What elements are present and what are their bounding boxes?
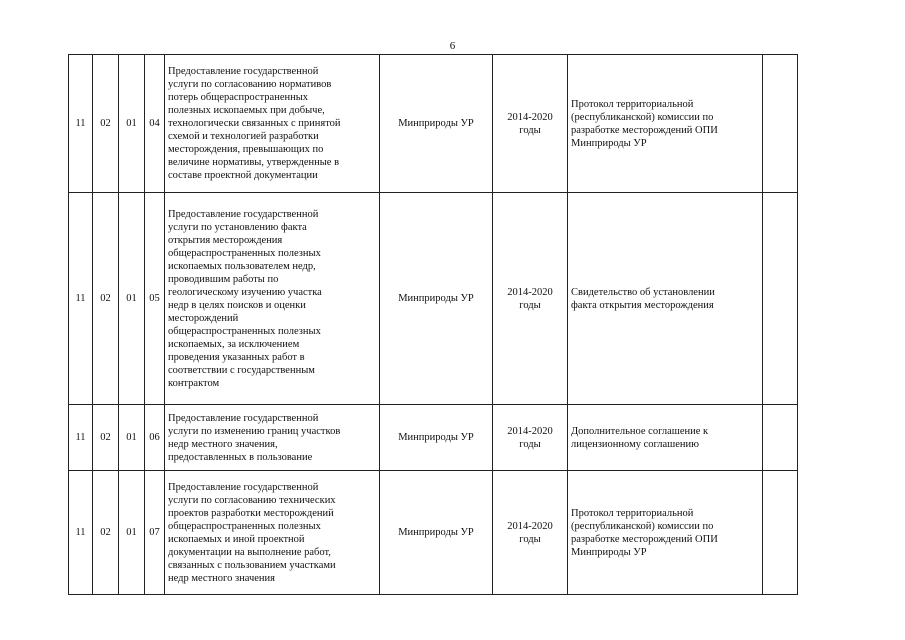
result-line: разработке месторождений ОПИ — [571, 533, 718, 545]
note-cell — [763, 55, 798, 193]
service-line: услуги по согласованию технических — [168, 494, 336, 506]
service-line: недр в целях поисков и оценки — [168, 299, 306, 311]
result-line: разработке месторождений ОПИ — [571, 124, 718, 136]
result-line: Дополнительное соглашение к — [571, 425, 709, 437]
table-row — [69, 193, 798, 405]
code-cell: 11 — [69, 193, 93, 405]
service-line: потерь общераспространенных — [168, 92, 309, 103]
service-line: услуги по установлению факта — [168, 221, 307, 233]
result-cell — [568, 55, 763, 193]
code-cell: 02 — [93, 193, 119, 405]
service-line: месторождений — [168, 312, 239, 324]
service-line: геологическому изучению участка — [168, 286, 322, 298]
table-row — [69, 55, 798, 193]
service-line: Предоставление государственной — [168, 208, 319, 220]
service-cell — [165, 193, 380, 405]
years-line: годы — [519, 533, 541, 545]
code-cell: 01 — [119, 55, 145, 193]
code-cell: 02 — [93, 55, 119, 193]
executor-cell: Минприроды УР — [380, 405, 493, 471]
code-cell: 01 — [119, 405, 145, 471]
service-line: ископаемых пользователем недр, — [168, 260, 316, 272]
years-line: 2014-2020 — [507, 520, 553, 532]
code-cell: 11 — [69, 405, 93, 471]
service-line: недр местного значения, — [168, 438, 278, 450]
result-cell — [568, 193, 763, 405]
program-table — [68, 54, 798, 595]
code-cell: 07 — [145, 471, 165, 595]
result-cell — [568, 471, 763, 595]
service-line: открытия месторождения — [168, 234, 283, 246]
years-cell — [493, 193, 568, 405]
executor-cell: Минприроды УР — [380, 193, 493, 405]
code-cell: 05 — [145, 193, 165, 405]
service-line: недр местного значения — [168, 572, 275, 584]
service-line: месторождения, превышающих по — [168, 144, 324, 155]
service-line: общераспространенных полезных — [168, 520, 321, 532]
result-line: Протокол территориальной — [571, 507, 694, 519]
years-line: годы — [519, 438, 541, 450]
table-row — [69, 471, 798, 595]
table-body — [69, 55, 798, 595]
result-line: лицензионному соглашению — [571, 438, 699, 450]
service-line: полезных ископаемых при добыче, — [168, 105, 325, 116]
result-line: Минприроды УР — [571, 137, 647, 149]
years-line: 2014-2020 — [507, 425, 553, 437]
code-cell: 02 — [93, 471, 119, 595]
service-line: связанных с пользованием участками — [168, 559, 336, 571]
executor-cell: Минприроды УР — [380, 471, 493, 595]
code-cell: 11 — [69, 55, 93, 193]
note-cell — [763, 193, 798, 405]
years-line: годы — [519, 124, 541, 136]
years-line: годы — [519, 299, 541, 311]
code-cell: 01 — [119, 471, 145, 595]
result-line: (республиканской) комиссии по — [571, 520, 714, 532]
service-line: проектов разработки месторождений — [168, 507, 334, 519]
note-cell — [763, 471, 798, 595]
service-line: ископаемых и иной проектной — [168, 533, 305, 545]
service-cell — [165, 405, 380, 471]
note-cell — [763, 405, 798, 471]
service-cell — [165, 55, 380, 193]
service-line: составе проектной документации — [168, 170, 318, 181]
result-cell — [568, 405, 763, 471]
result-line: Минприроды УР — [571, 546, 647, 558]
service-line: услуги по согласованию нормативов — [168, 79, 332, 90]
service-line: общераспространенных полезных — [168, 325, 321, 337]
service-line: общераспространенных полезных — [168, 247, 321, 259]
service-line: предоставленных в пользование — [168, 451, 313, 463]
service-line: проводившим работы по — [168, 273, 279, 285]
years-line: 2014-2020 — [507, 111, 553, 123]
result-line: факта открытия месторождения — [571, 299, 714, 311]
service-line: документации на выполнение работ, — [168, 546, 331, 558]
service-line: величине нормативы, утвержденные в — [168, 157, 340, 168]
service-line: Предоставление государственной — [168, 66, 319, 77]
service-line: проведения указанных работ в — [168, 351, 305, 363]
code-cell: 04 — [145, 55, 165, 193]
service-line: соответствии с государственным — [168, 364, 315, 376]
service-cell — [165, 471, 380, 595]
service-line: Предоставление государственной — [168, 412, 319, 424]
code-cell: 06 — [145, 405, 165, 471]
years-cell — [493, 471, 568, 595]
code-cell: 02 — [93, 405, 119, 471]
service-line: схемой и технологией разработки — [168, 131, 319, 142]
result-line: Свидетельство об установлении — [571, 286, 715, 298]
result-line: Протокол территориальной — [571, 98, 694, 110]
service-line: Предоставление государственной — [168, 481, 319, 493]
years-cell — [493, 55, 568, 193]
page-number: 6 — [449, 40, 456, 52]
result-line: (республиканской) комиссии по — [571, 111, 714, 123]
years-cell — [493, 405, 568, 471]
service-line: ископаемых, за исключением — [168, 338, 300, 350]
code-cell: 01 — [119, 193, 145, 405]
service-line: технологически связанных с принятой — [168, 118, 341, 129]
service-line: контрактом — [168, 377, 220, 389]
table-row — [69, 405, 798, 471]
years-line: 2014-2020 — [507, 286, 553, 298]
code-cell: 11 — [69, 471, 93, 595]
executor-cell: Минприроды УР — [380, 55, 493, 193]
service-line: услуги по изменению границ участков — [168, 425, 341, 437]
